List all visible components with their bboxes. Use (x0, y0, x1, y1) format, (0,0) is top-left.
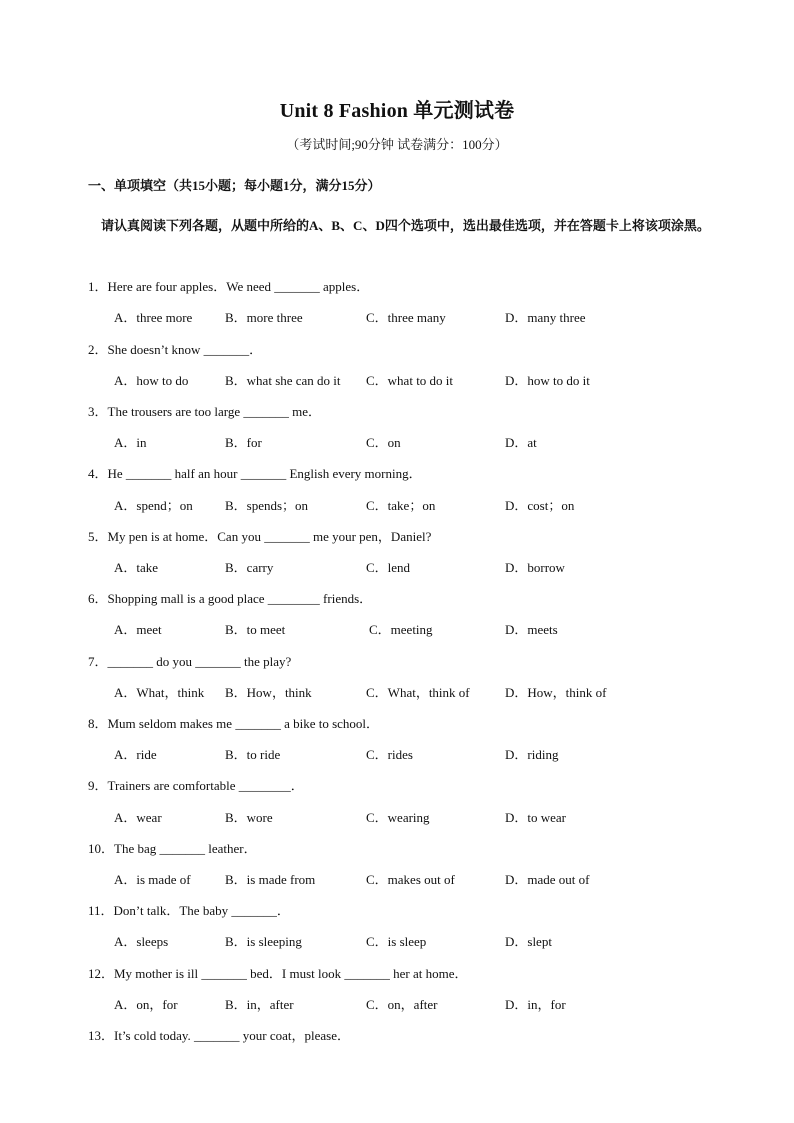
option-a: A．on，for (114, 997, 178, 1012)
question-options (114, 682, 674, 702)
option-d: D．at (505, 435, 537, 450)
option-a: A．wear (114, 810, 162, 825)
option-c: C．lend (366, 560, 411, 575)
question-stem: 8．Mum seldom makes me _______ a bike to school． (88, 716, 380, 731)
question-stem: 7．_______ do you _______ the play? (88, 654, 292, 669)
option-c: C．on，after (366, 997, 438, 1012)
instructions: 请认真阅读下列各题，从题中所给的A、B、C、D四个选项中，选出最佳选项，并在答题卡上将该项涂黑。 (101, 218, 710, 233)
option-a: A．What，think (114, 685, 205, 700)
option-c: C．is sleep (366, 934, 427, 949)
option-d: D．made out of (505, 872, 590, 887)
option-d: D．cost；on (505, 498, 575, 513)
option-b: B．is made from (225, 872, 316, 887)
question-stem: 1．Here are four apples．We need _______ apples． (88, 279, 370, 294)
question-stem: 12．My mother is ill _______ bed．I must look _______ her at home． (88, 966, 468, 981)
option-b: B．to meet (225, 622, 286, 637)
option-c: C．wearing (366, 810, 430, 825)
question-stem: 4．He _______ half an hour _______ English every morning． (88, 466, 422, 481)
question-options (114, 619, 674, 639)
exam-title: Unit 8 Fashion 单元测试卷 (279, 100, 515, 122)
option-d: D．slept (505, 934, 552, 949)
option-a: A．meet (114, 622, 162, 637)
option-c: C．what to do it (366, 373, 454, 388)
option-b: B．to ride (225, 747, 281, 762)
option-a: A．ride (114, 747, 157, 762)
option-a: A．sleeps (114, 934, 169, 949)
question-stem: 9．Trainers are comfortable ________． (88, 778, 304, 793)
option-b: B．spends；on (225, 498, 309, 513)
question-stem: 6．Shopping mall is a good place ________ friends． (88, 591, 373, 606)
option-b: B．How，think (225, 685, 312, 700)
section-heading: 一、单项填空（共15小题；每小题1分，满分15分） (88, 178, 381, 193)
question-stem: 5．My pen is at home．Can you _______ me your pen，Daniel? (88, 529, 432, 544)
question-options (114, 994, 674, 1014)
option-a: A．how to do (114, 373, 189, 388)
exam-subtitle: （考试时间;90分钟 试卷满分：100分） (286, 137, 508, 152)
option-c: C．What，think of (366, 685, 470, 700)
option-d: D．How，think of (505, 685, 607, 700)
option-b: B．is sleeping (225, 934, 302, 949)
question-stem: 2．She doesn’t know _______． (88, 342, 263, 357)
question-stem: 13．It’s cold today. _______ your coat，please． (88, 1028, 350, 1043)
option-a: A．is made of (114, 872, 191, 887)
option-d: D．riding (505, 747, 559, 762)
option-a: A．take (114, 560, 159, 575)
option-d: D．in，for (505, 997, 566, 1012)
question-options (114, 307, 674, 327)
question-options (114, 744, 674, 764)
option-b: B．wore (225, 810, 273, 825)
option-a: A．in (114, 435, 147, 450)
question-stem: 11．Don’t talk．The baby _______． (88, 903, 290, 918)
option-d: D．to wear (505, 810, 567, 825)
question-options (114, 495, 674, 515)
option-b: B．for (225, 435, 262, 450)
option-a: A．three more (114, 310, 193, 325)
option-a: A．spend；on (114, 498, 193, 513)
option-b: B．carry (225, 560, 274, 575)
question-options (114, 807, 674, 827)
option-d: D．meets (505, 622, 558, 637)
option-d: D．how to do it (505, 373, 590, 388)
option-b: B．more three (225, 310, 303, 325)
question-options (114, 432, 674, 452)
option-b: B．what she can do it (225, 373, 341, 388)
question-stem: 3．The trousers are too large _______ me． (88, 404, 321, 419)
question-stem: 10．The bag _______ leather． (88, 841, 257, 856)
option-c: C．three many (366, 310, 446, 325)
option-c: C．meeting (369, 622, 433, 637)
option-c: C．rides (366, 747, 413, 762)
option-c: C．makes out of (366, 872, 455, 887)
question-options (114, 931, 674, 951)
option-c: C．take；on (366, 498, 436, 513)
question-options (114, 370, 674, 390)
option-d: D．borrow (505, 560, 565, 575)
option-c: C．on (366, 435, 401, 450)
question-options (114, 557, 674, 577)
question-options (114, 869, 674, 889)
option-b: B．in，after (225, 997, 294, 1012)
option-d: D．many three (505, 310, 586, 325)
